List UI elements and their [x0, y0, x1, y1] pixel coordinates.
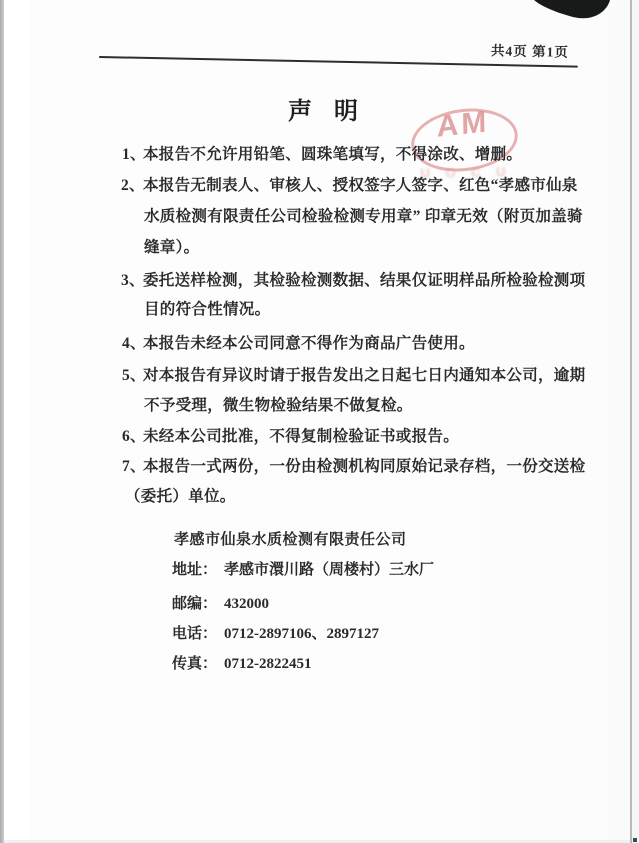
item-7-number: 7、	[122, 458, 146, 475]
postcode-value: 432000	[224, 596, 270, 612]
item-7-line-1: 本报告一式两份，一份由检测机构同原始记录存档，一份交送检	[143, 458, 586, 475]
scan-right-edge	[630, 0, 632, 843]
item-2-number: 2、	[121, 177, 145, 194]
item-3-line-1: 委托送样检测，其检验检测数据、结果仅证明样品所检验检测项	[143, 272, 586, 289]
company-phone-row	[172, 622, 379, 643]
fax-value: 0712-2822451	[224, 656, 312, 672]
item-5-line-2: 不予受理，微生物检验结果不做复检。	[144, 397, 413, 414]
item-4-line-1: 本报告未经本公司同意不得作为商品广告使用。	[143, 335, 475, 352]
item-1-line-1: 本报告不允许用铅笔、圆珠笔填写，不得涂改、增删。	[143, 146, 523, 163]
item-5-line-1: 对本报告有异议时请于报告发出之日起七日内通知本公司，逾期	[143, 367, 586, 384]
page-title: 声明	[288, 99, 380, 125]
item-6-line-1: 未经本公司批准，不得复制检验证书或报告。	[143, 428, 460, 445]
scan-speck	[633, 838, 637, 842]
company-name: 孝感市仙泉水质检测有限责任公司	[174, 532, 407, 548]
item-1-number: 1、	[122, 146, 146, 163]
company-fax-row	[172, 652, 312, 673]
item-7-line-2: （委托）单位。	[125, 488, 236, 505]
fax-label: 传真：	[172, 656, 218, 672]
item-4-number: 4、	[122, 335, 146, 352]
item-3-number: 3、	[121, 272, 145, 289]
page-corner-shadow	[528, 0, 618, 28]
company-postcode-row	[172, 592, 269, 613]
scan-right-margin	[632, 0, 639, 843]
company-address-row	[172, 558, 434, 579]
item-2-line-2: 水质检测有限责任公司检验检测专用章” 印章无效（附页加盖骑	[144, 208, 583, 225]
stamp-letters: AM	[436, 105, 490, 144]
phone-value: 0712-2897106、2897127	[224, 626, 380, 642]
page-number: 共4页 第1页	[490, 43, 569, 60]
stamp-subtext: U O C U	[420, 164, 512, 181]
scan-left-margin	[4, 0, 30, 843]
postcode-label: 邮编：	[172, 596, 218, 612]
item-3-line-2: 目的符合性情况。	[144, 301, 271, 318]
address-value: 孝感市澴川路（周楼村）三水厂	[224, 562, 435, 578]
address-label: 地址：	[172, 562, 218, 578]
item-6-number: 6、	[122, 428, 146, 445]
item-5-number: 5、	[122, 367, 146, 384]
item-2-line-3: 缝章）。	[144, 239, 200, 256]
phone-label: 电话：	[172, 626, 218, 642]
item-2-line-1: 本报告无制表人、审核人、授权签字人签字、红色“孝感市仙泉	[143, 177, 578, 194]
